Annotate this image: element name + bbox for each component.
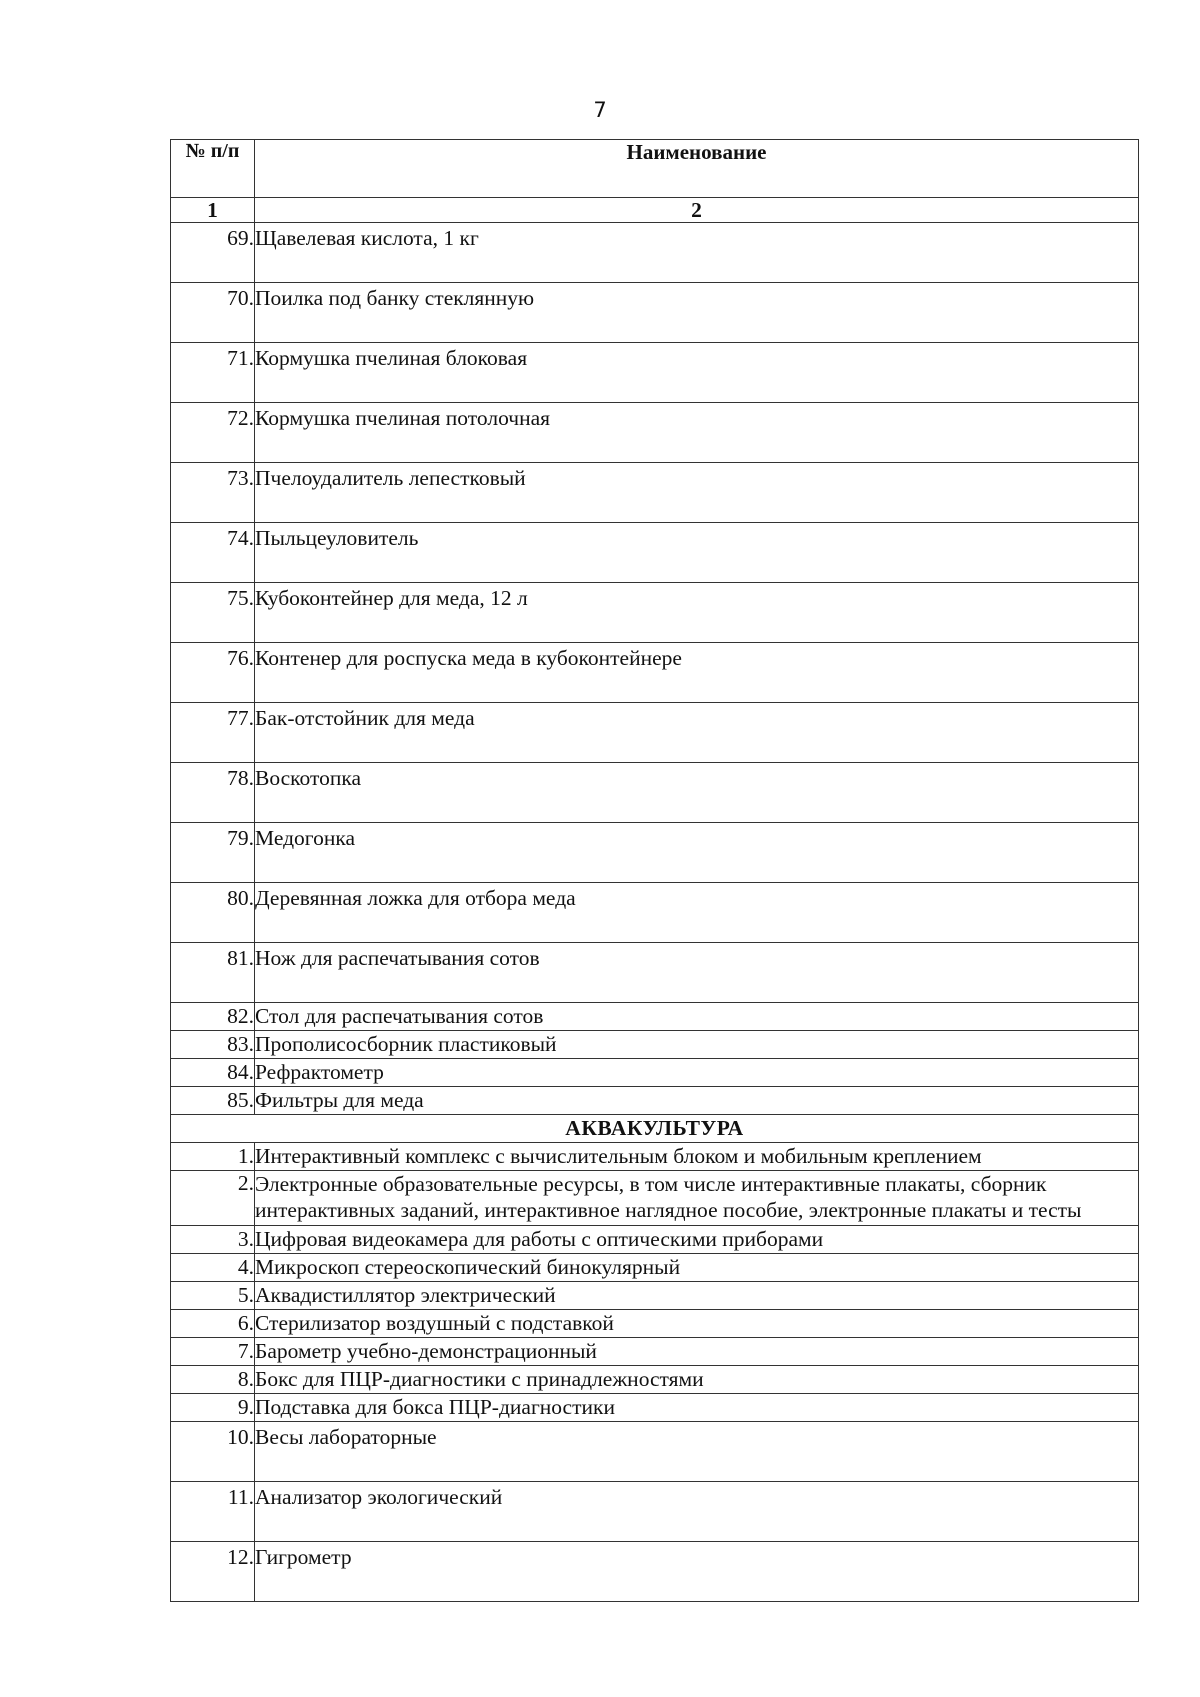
table-row <box>171 1310 1139 1338</box>
column-index-2: 2 <box>255 198 1139 223</box>
row-number: 8. <box>171 1366 255 1394</box>
table-row <box>171 883 1139 943</box>
table-row <box>171 1003 1139 1031</box>
row-number: 76. <box>171 643 255 703</box>
row-name: Аквадистиллятор электрический <box>255 1282 1139 1310</box>
column-index-1: 1 <box>171 198 255 223</box>
table-row <box>171 643 1139 703</box>
row-name: Стол для распечатывания сотов <box>255 1003 1139 1031</box>
section-row <box>171 1115 1139 1143</box>
row-name: Подставка для бокса ПЦР-диагностики <box>255 1394 1139 1422</box>
row-number: 79. <box>171 823 255 883</box>
table-row <box>171 1366 1139 1394</box>
row-number: 7. <box>171 1338 255 1366</box>
table-row <box>171 703 1139 763</box>
table-row <box>171 1171 1139 1226</box>
row-number: 5. <box>171 1282 255 1310</box>
table-row <box>171 1031 1139 1059</box>
table-row <box>171 763 1139 823</box>
row-name: Фильтры для меда <box>255 1087 1139 1115</box>
row-name: Анализатор экологический <box>255 1482 1139 1542</box>
row-name: Контенер для роспуска меда в кубоконтейнере <box>255 643 1139 703</box>
row-number: 83. <box>171 1031 255 1059</box>
row-name: Барометр учебно-демонстрационный <box>255 1338 1139 1366</box>
row-name: Нож для распечатывания сотов <box>255 943 1139 1003</box>
row-number: 2. <box>171 1171 255 1226</box>
row-name: Рефрактометр <box>255 1059 1139 1087</box>
section-title: АКВАКУЛЬТУРА <box>171 1115 1139 1143</box>
table-row <box>171 1394 1139 1422</box>
row-number: 84. <box>171 1059 255 1087</box>
table-row <box>171 223 1139 283</box>
table-row <box>171 1059 1139 1087</box>
row-number: 10. <box>171 1422 255 1482</box>
row-number: 72. <box>171 403 255 463</box>
row-number: 12. <box>171 1542 255 1602</box>
table-row <box>171 1254 1139 1282</box>
table-row <box>171 583 1139 643</box>
row-name: Кормушка пчелиная потолочная <box>255 403 1139 463</box>
row-number: 81. <box>171 943 255 1003</box>
table-header-row <box>171 140 1139 198</box>
table-row <box>171 1542 1139 1602</box>
table-row <box>171 463 1139 523</box>
row-name: Поилка под банку стеклянную <box>255 283 1139 343</box>
row-number: 70. <box>171 283 255 343</box>
row-number: 3. <box>171 1226 255 1254</box>
table-row <box>171 943 1139 1003</box>
row-name: Пчелоудалитель лепестковый <box>255 463 1139 523</box>
table-row <box>171 1226 1139 1254</box>
row-number: 71. <box>171 343 255 403</box>
row-name: Стерилизатор воздушный с подставкой <box>255 1310 1139 1338</box>
row-number: 80. <box>171 883 255 943</box>
column-index-row <box>171 198 1139 223</box>
row-name: Микроскоп стереоскопический бинокулярный <box>255 1254 1139 1282</box>
row-name: Деревянная ложка для отбора меда <box>255 883 1139 943</box>
row-number: 69. <box>171 223 255 283</box>
table-row <box>171 1087 1139 1115</box>
row-name: Прополисосборник пластиковый <box>255 1031 1139 1059</box>
header-number: № п/п <box>171 140 255 198</box>
row-name: Цифровая видеокамера для работы с оптическими приборами <box>255 1226 1139 1254</box>
row-number: 1. <box>171 1143 255 1171</box>
row-number: 75. <box>171 583 255 643</box>
row-name: Воскотопка <box>255 763 1139 823</box>
row-number: 78. <box>171 763 255 823</box>
row-number: 74. <box>171 523 255 583</box>
row-number: 73. <box>171 463 255 523</box>
row-number: 6. <box>171 1310 255 1338</box>
table-row <box>171 1338 1139 1366</box>
table-row <box>171 523 1139 583</box>
row-name: Весы лабораторные <box>255 1422 1139 1482</box>
row-name: Щавелевая кислота, 1 кг <box>255 223 1139 283</box>
row-name: Гигрометр <box>255 1542 1139 1602</box>
header-name: Наименование <box>255 140 1139 198</box>
row-number: 11. <box>171 1482 255 1542</box>
row-name: Бокс для ПЦР-диагностики с принадлежностями <box>255 1366 1139 1394</box>
table-row <box>171 1143 1139 1171</box>
equipment-table <box>170 139 1139 1602</box>
table-row <box>171 823 1139 883</box>
table-row <box>171 283 1139 343</box>
row-name: Кубоконтейнер для меда, 12 л <box>255 583 1139 643</box>
row-name: Кормушка пчелиная блоковая <box>255 343 1139 403</box>
table-row <box>171 1282 1139 1310</box>
table-row <box>171 1422 1139 1482</box>
table-row <box>171 343 1139 403</box>
row-name: Бак-отстойник для меда <box>255 703 1139 763</box>
table-row <box>171 1482 1139 1542</box>
row-name: Пыльцеуловитель <box>255 523 1139 583</box>
row-number: 9. <box>171 1394 255 1422</box>
row-number: 4. <box>171 1254 255 1282</box>
table-row <box>171 403 1139 463</box>
page-number: 7 <box>593 98 607 122</box>
row-name: Медогонка <box>255 823 1139 883</box>
row-name: Электронные образовательные ресурсы, в том числе интерактивные плакаты, сборник интерактивных заданий, интерактивное наглядное пособие, электронные плакаты и тесты <box>255 1171 1139 1226</box>
row-number: 77. <box>171 703 255 763</box>
row-name: Интерактивный комплекс с вычислительным блоком и мобильным креплением <box>255 1143 1139 1171</box>
row-number: 85. <box>171 1087 255 1115</box>
row-number: 82. <box>171 1003 255 1031</box>
